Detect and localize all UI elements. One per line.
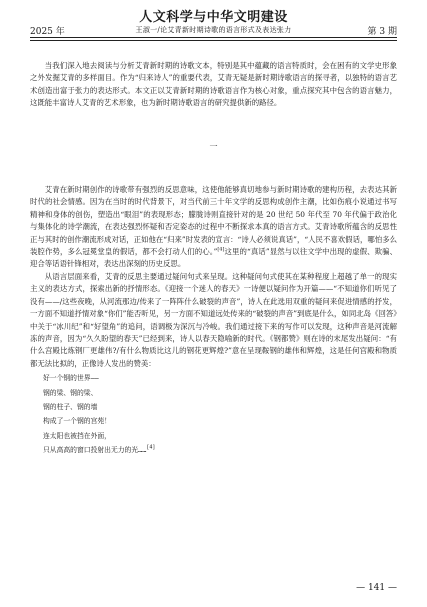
running-title: 王淑一/论艾青新时期诗歌的语言形式及表达张力: [135, 26, 292, 34]
poem-line: 连太阳也被挡在外面，: [43, 431, 111, 440]
article-body: [30, 60, 397, 458]
paragraph-text-tail: 这里的“真话”显然与以往文学中出现的虚假、欺骗、迎合等话语针锋相对，表达出深刻的历史反思。: [30, 247, 397, 269]
poem-line: 钢的梁、钢的梁、: [43, 388, 98, 397]
year-label: 2025 年: [30, 27, 65, 37]
poem-quote: [30, 371, 397, 457]
citation-ref: [4]: [146, 444, 156, 451]
running-header: [30, 24, 397, 38]
citation-ref: [4]: [217, 246, 225, 253]
issue-label: 第 3 期: [367, 27, 397, 37]
journal-title: 人文科学与中华文明建设: [139, 10, 288, 25]
paragraph-language: 从语言层面来看，艾青的反思主要通过疑问句式来呈现。这种疑问句式使其在某种程度上超越了单一的现实主义的表达方式，探索出新的抒情形态。《迎接一个迷人的春天》一诗便以疑问作为开篇——“不知道你们听见了没有——/这些夜晚，从河流那边/传来了一阵阵什么破裂的声音”，诗人在此选用双重的疑问来促进情感的抒发，一方面不知道抒情对象“你们”能否听见，另一方面不知道远处传来的“破裂的声音”到底是什么，如同北岛《回答》中关于“冰川纪”和“好望角”的追问，语调极为深沉与冷峻。我们通过接下来的写作可以发现，这种声音是河流解冻的声音，因为“久久盼望的春天”已经到来，诗人以春天隐喻新的时代。《钢都赞》则在诗的末尾发出疑问：“有什么宫殿比炼钢厂更雄伟?/有什么物质比这儿的钢花更辉煌?”意在呈现鞍钢的雄伟和辉煌，这是任何宫殿和物质都无法比拟的，正像诗人发出的赞美：: [30, 271, 397, 368]
page-number: — 141 —: [356, 583, 397, 593]
paragraph-reflection: [30, 184, 397, 271]
poem-line: 好一个钢的世界——: [43, 374, 99, 383]
poem-line-last: [43, 443, 397, 457]
poem-line: 构成了一个钢的宫苑！: [43, 417, 111, 426]
header-rule-thin: [30, 40, 397, 41]
paragraph-intro: 当我们深入地去阅读与分析艾青新时期的诗歌文本，特别是其中蕴藏的语言特质时，会在困有的文学史形象之外发掘艾青的多样面目。作为“归来诗人”的重要代表，艾青无疑是新时期诗歌语言的探寻者，以独特的语言艺术创造出富于张力的表达形式。本文正以艾青新时期的诗歌语言作为核心对象，重点探究其中包含的语言魅力，这既能丰富诗人艾青的艺术形象，也为新时期诗歌语言的研究提供新的路径。: [30, 61, 397, 108]
poem-line: 钢的柱子、钢的墙: [43, 402, 98, 411]
poem-line-text: 只从高高的窗口投射出无力的光……: [43, 446, 147, 455]
header-rule-thick: [30, 37, 397, 38]
paragraph-text: 艾青在新时期创作的诗歌带有强烈的反思意味，这使他能够真切地参与新时期诗歌的建构历程，去表达其新时代的社会情感。因为在当时的时代背景下，对当代前三十年文学的反思构成创作主潮，比如伤痕小说通过书写精神和身体的创伤，塑造出“眼泪”的表现形态；朦胧诗则直接针对的是 20 世纪 50 年代至 70 年代偏于政治化与集体化的诗学潮流，在表达强烈怀疑和否定姿态的过程中不断探求本真的语言方式。艾青诗歌所蕴含的反思性正与其时的创作潮流形成对话，正如他在“归来”时发表的宣言：“诗人必须说真话”，“人民不喜欢假话，哪怕多么装腔作势，多么冠冕堂皇的假话，都不会打动人们的心。”: [30, 185, 397, 257]
section-heading: 一: [209, 141, 218, 151]
